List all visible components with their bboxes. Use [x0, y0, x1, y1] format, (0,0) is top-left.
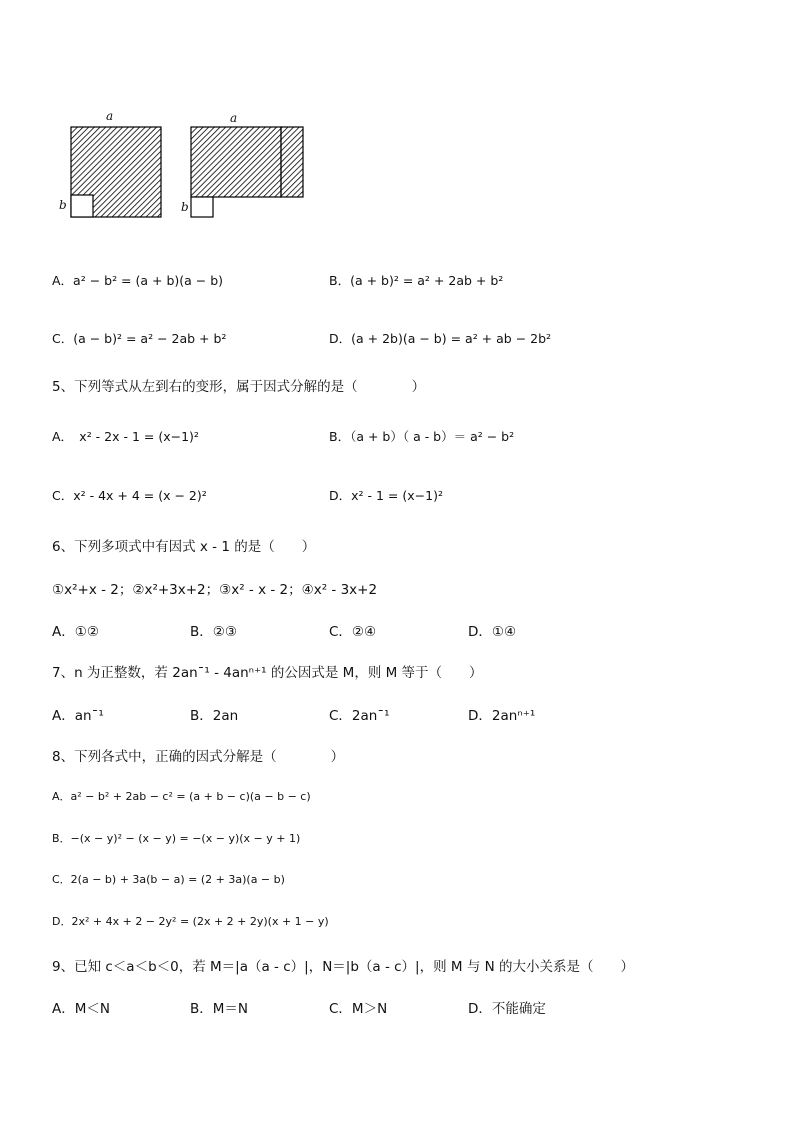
label-a-right: a	[230, 111, 238, 125]
q9-option-c: C．M＞N	[329, 1001, 388, 1017]
q9-stem: 9、已知 c＜a＜b＜0，若 M＝|a（a - c）|，N＝|b（a - c）|，则 M 与 N 的大小关系是（ ）	[52, 959, 635, 975]
q8-option-d: D．2x² + 4x + 2 − 2y² = (2x + 2 + 2y)(x + 1 − y)	[52, 915, 329, 928]
q9-option-d: D．不能确定	[468, 1001, 546, 1017]
q7-option-c: C．2anˉ¹	[329, 708, 390, 724]
q4-option-d: D．(a + 2b)(a − b) = a² + ab − 2b²	[329, 331, 552, 346]
label-b-left: b	[59, 198, 67, 212]
q6-option-b: B．②③	[190, 624, 237, 640]
q6-stem: 6、下列多项式中有因式 x - 1 的是（ ）	[52, 539, 316, 555]
q6-option-d: D．①④	[468, 624, 517, 640]
q8-option-c: C．2(a − b) + 3a(b − a) = (2 + 3a)(a − b)	[52, 873, 285, 886]
q7-stem: 7、n 为正整数，若 2anˉ¹ - 4anⁿ⁺¹ 的公因式是 M，则 M 等于（ ）	[52, 665, 483, 681]
q8-stem: 8、下列各式中，正确的因式分解是（ ）	[52, 749, 345, 765]
q5-option-c: C．x² - 4x + 4 = (x − 2)²	[52, 488, 207, 503]
q9-option-b: B．M＝N	[190, 1001, 249, 1017]
q4-option-a: A．a² − b² = (a + b)(a − b)	[52, 273, 224, 288]
label-b-right: b	[181, 200, 189, 214]
q8-option-a: A．a² − b² + 2ab − c² = (a + b − c)(a − b − c)	[52, 790, 311, 803]
q7-option-d: D．2anⁿ⁺¹	[468, 708, 536, 724]
q6-items: ①x²+x - 2；②x²+3x+2；③x² - x - 2；④x² - 3x+2	[52, 582, 378, 598]
rectangle-diagram-right	[180, 110, 310, 225]
q5-option-d: D．x² - 1 = (x−1)²	[329, 488, 443, 503]
q5-option-a: A． x² - 2x - 1 = (x−1)²	[52, 429, 199, 444]
q4-option-c: C．(a − b)² = a² − 2ab + b²	[52, 331, 227, 346]
q8-option-b: B．−(x − y)² − (x − y) = −(x − y)(x − y + 1)	[52, 832, 301, 845]
q6-option-a: A．①②	[52, 624, 99, 640]
label-a-left: a	[106, 109, 114, 123]
q7-option-b: B．2an	[190, 708, 239, 724]
q6-option-c: C．②④	[329, 624, 377, 640]
q5-stem: 5、下列等式从左到右的变形，属于因式分解的是（ ）	[52, 379, 426, 395]
q5-option-b: B．（a + b）（ a - b）＝ a² − b²	[329, 429, 515, 444]
q4-option-b: B．(a + b)² = a² + 2ab + b²	[329, 273, 504, 288]
q7-option-a: A．anˉ¹	[52, 708, 104, 724]
q9-option-a: A．M＜N	[52, 1001, 110, 1017]
square-diagram-left	[60, 110, 170, 225]
